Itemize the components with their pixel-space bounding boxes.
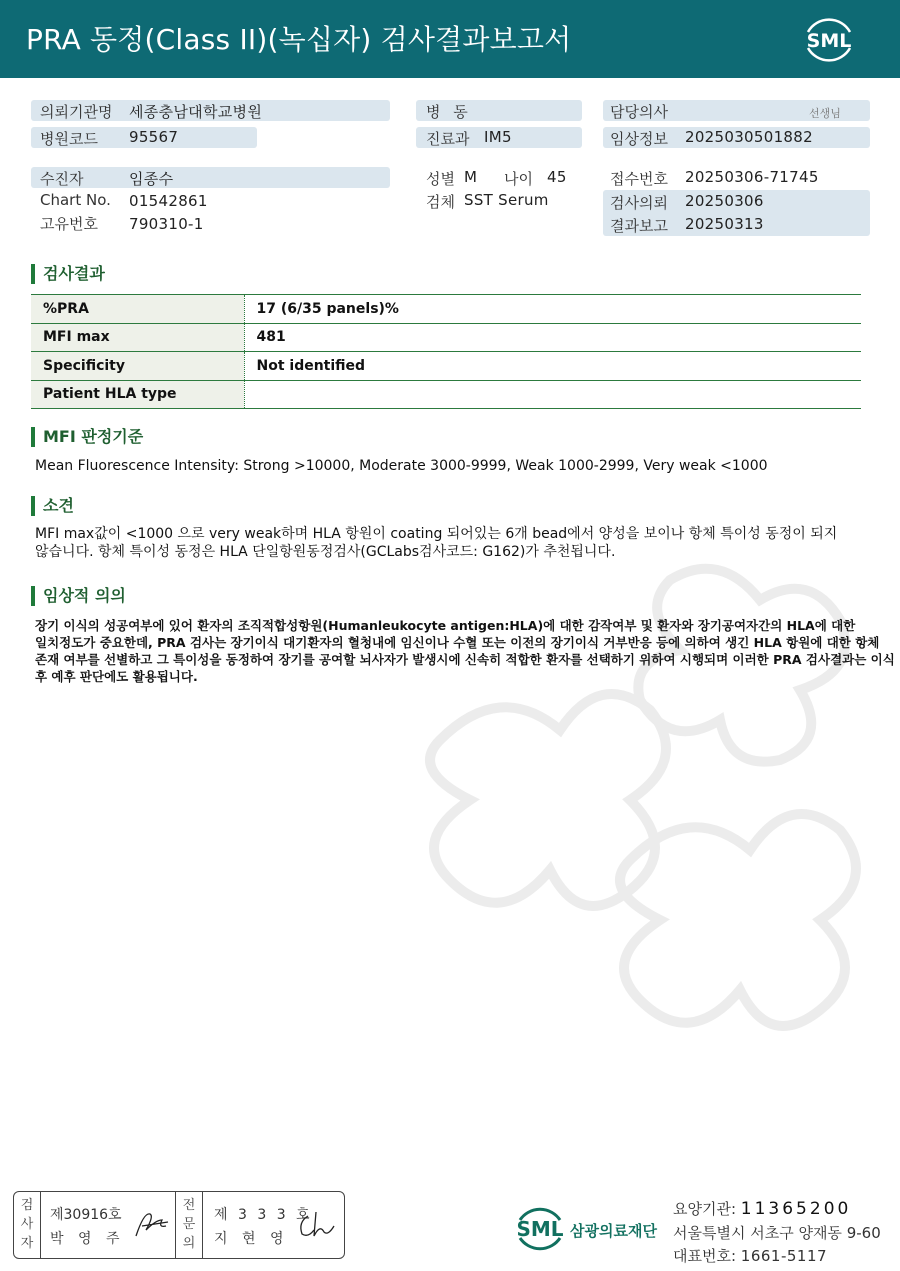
id-value: 790310-1	[129, 215, 204, 233]
result-value: 481	[244, 323, 861, 352]
table-row	[31, 352, 861, 381]
patient-name-row	[31, 167, 390, 188]
table-row	[31, 323, 861, 352]
result-value: Not identified	[244, 352, 861, 381]
table-row	[31, 295, 861, 324]
significance-line: 장기 이식의 성공여부에 있어 환자의 조직적합성항원(Humanleukocyte antigen:HLA)에 대한 감작여부 및 환자와 장기공여자간의 HLA에 대한	[35, 618, 856, 633]
divider	[40, 1192, 41, 1258]
request-value: 20250306	[685, 192, 764, 210]
chart-value: 01542861	[129, 192, 208, 210]
age-label: 나이	[504, 170, 533, 188]
specialist-name: 지 현 영	[214, 1231, 289, 1247]
findings-line: MFI max값이 <1000 으로 very weak하며 HLA 항원이 coating 되어있는 6개 bead에서 양성을 보이나 항체 특이성 동정이 되지	[35, 526, 838, 542]
tester-label: 검사자	[20, 1198, 34, 1251]
results-title: 검사결과	[31, 264, 105, 284]
significance-line: 존재 여부를 선별하고 그 특이성을 동정하여 장기를 공여할 뇌사자가 발생시에 신속히 적합한 환자를 선택하기 위하여 시행되며 이러한 PRA 검사결과는 이식	[35, 652, 895, 667]
specimen-value: SST Serum	[464, 191, 549, 209]
footer-phone	[673, 1245, 827, 1266]
specimen-label: 검체	[426, 193, 455, 211]
id-label: 고유번호	[40, 215, 98, 233]
report-header	[0, 0, 900, 78]
footer-org-name: 삼광의료재단	[570, 1222, 657, 1240]
footer-phone-value: 1661-5117	[740, 1247, 828, 1265]
significance-line: 일치정도가 중요한데, PRA 검사는 장기이식 대기환자의 혈청내에 임신이나 수혈 또는 이전의 장기이식 거부반응 등에 의하여 생긴 HLA 항원에 대한 항체	[35, 635, 880, 650]
age-value: 45	[547, 168, 567, 186]
specialist-label: 전문의	[182, 1198, 196, 1251]
result-key: %PRA	[31, 295, 244, 324]
hospital-label: 의뢰기관명	[40, 103, 113, 121]
table-row	[31, 380, 861, 409]
patient-name-label: 수진자	[40, 170, 84, 188]
result-value	[244, 380, 861, 409]
svg-text:SML: SML	[516, 1217, 564, 1241]
report-title: PRA 동정(Class II)(녹십자) 검사결과보고서	[26, 23, 572, 56]
result-key: Specificity	[31, 352, 244, 381]
dept-label: 진료과	[426, 130, 470, 148]
footer-code-label: 요양기관:	[673, 1200, 737, 1218]
sml-logo-icon	[800, 12, 858, 66]
tester-license: 제30916호	[50, 1207, 122, 1223]
hospital-value: 세종충남대학교병원	[129, 103, 263, 121]
sml-footer-logo-icon	[510, 1198, 570, 1258]
sex-label: 성별	[426, 170, 455, 188]
clinical-value: 2025030501882	[685, 128, 813, 146]
footer-code	[673, 1198, 851, 1219]
divider	[175, 1192, 176, 1258]
hospital-code-value: 95567	[129, 128, 179, 146]
ward-label: 병 동	[426, 103, 472, 121]
specialist-signature-icon	[294, 1208, 340, 1242]
significance-line: 후 예후 판단에도 활용됩니다.	[35, 669, 198, 684]
report-value: 20250313	[685, 215, 764, 233]
report-label: 결과보고	[610, 217, 668, 235]
specialist-license: 제 3 3 3 호	[214, 1207, 313, 1223]
divider	[202, 1192, 203, 1258]
footer-address: 서울특별시 서초구 양재동 9-60	[673, 1224, 881, 1242]
footer-phone-label: 대표번호:	[673, 1247, 737, 1265]
svg-text:SML: SML	[806, 30, 852, 52]
doctor-label: 담당의사	[610, 103, 668, 121]
result-key: Patient HLA type	[31, 380, 244, 409]
footer-code-value: 11365200	[740, 1199, 852, 1219]
result-value: 17 (6/35 panels)%	[244, 295, 861, 324]
tester-signature-icon	[132, 1206, 172, 1242]
clinical-label: 임상정보	[610, 130, 668, 148]
findings-line: 않습니다. 항체 특이성 동정은 HLA 단일항원동정검사(GCLabs검사코드: G162)가 추천됩니다.	[35, 544, 616, 560]
findings-title: 소견	[31, 496, 74, 516]
chart-label: Chart No.	[40, 191, 111, 209]
tester-name: 박 영 주	[50, 1231, 125, 1247]
sex-value: M	[464, 168, 478, 186]
patient-name-value: 임종수	[129, 170, 174, 188]
doctor-suffix: 선생님	[809, 107, 841, 120]
criteria-text: Mean Fluorescence Intensity: Strong >10000, Moderate 3000-9999, Weak 1000-2999, Very weak <1000	[35, 458, 768, 474]
results-table	[31, 294, 861, 409]
receipt-label: 접수번호	[610, 170, 668, 188]
signature-box	[13, 1191, 345, 1259]
criteria-title: MFI 판정기준	[31, 427, 143, 447]
dept-value: IM5	[484, 128, 512, 146]
request-label: 검사의뢰	[610, 194, 668, 212]
result-key: MFI max	[31, 323, 244, 352]
receipt-value: 20250306-71745	[685, 168, 819, 186]
significance-title: 임상적 의의	[31, 586, 126, 606]
hospital-code-label: 병원코드	[40, 130, 98, 148]
